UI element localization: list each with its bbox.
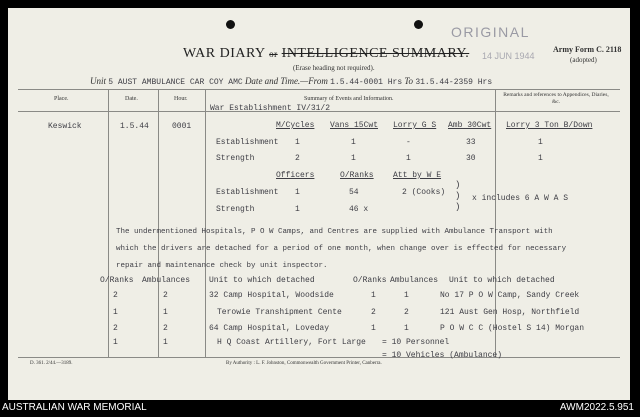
personnel-cell: 54 [349,188,359,197]
stamp-date: 14 JUN 1944 [482,51,535,61]
unit-line [90,76,492,87]
vehicle-header-mcycles: M/Cycles [276,121,315,130]
col-rule-1 [108,89,109,357]
vehicle-cell: 1 [351,154,356,163]
vehicle-cell: - [406,138,411,147]
print-authority: By Authority : L. F. Johnston, Commonwealth Government Printer, Canberra. [226,361,382,366]
detached-cell: 1 [113,338,118,347]
detached-cell: Terowie Transhipment Cente [217,308,342,317]
archive-name: AUSTRALIAN WAR MEMORIAL [2,402,147,413]
detached-cell: 1 [371,324,376,333]
detached-cell: 2 [163,291,168,300]
vehicle-cell: 1 [538,154,543,163]
personnel-bracket: ) ) ) [455,180,461,212]
detached-cell: 121 Aust Gen Hosp, Northfield [440,308,580,317]
entry-hour: 0001 [172,122,192,131]
col-rule-2 [158,89,159,357]
personnel-row-label: Establishment [216,188,279,197]
vehicle-cell: 1 [406,154,411,163]
detached-cell: 1 [113,308,118,317]
to-value: 31.5.44-2359 Hrs [415,78,493,87]
stamp-original: ORIGINAL [451,24,530,40]
detached-cell: 2 [113,324,118,333]
date-time-label: Date and Time.—From [244,76,328,86]
paragraph-line: repair and maintenance check by unit inspector. [116,262,328,270]
vehicle-cell: 33 [466,138,476,147]
vehicle-cell: 1 [538,138,543,147]
unit-label: Unit [90,76,107,86]
title-or: or [269,49,278,59]
detached-cell: 32 Camp Hospital, Woodside [209,291,334,300]
detached-cell: 2 [163,324,168,333]
to-label: To [404,76,414,86]
detached-cell: 1 [371,291,376,300]
archive-accession: AWM2022.5.951 [559,402,634,413]
print-code: D. 361. 2/44.—3189. [30,361,73,366]
vehicle-row-label: Establishment [216,138,279,147]
detached-header-unit-2: Unit to which detached [449,276,555,285]
col-header-hour: Hour. [174,96,188,102]
detached-cell: 1 [163,338,168,347]
title-struck: INTELLIGENCE SUMMARY. [281,46,470,61]
detached-cell: 1 [404,291,409,300]
personnel-header-att: Att by W E [393,171,442,180]
vehicle-cell: 1 [351,138,356,147]
detached-header-oranks-2: O/Ranks [353,276,387,285]
from-value: 1.5.44-0001 Hrs [330,78,403,87]
title-main: WAR DIARY [183,46,266,61]
col-header-remarks: Remarks and references to Appendices, Diaries, &c. [503,92,609,105]
vehicle-row-label: Strength [216,154,255,163]
personnel-cell: 1 [295,205,300,214]
erase-note: (Erase heading not required). [293,64,375,72]
vehicle-header-vans: Vans 15Cwt [330,121,379,130]
vehicle-header-amb: Amb 30Cwt [448,121,492,130]
personnel-header-oranks: O/Ranks [340,171,374,180]
unit-value: 5 AUST AMBULANCE CAR COY AMC [108,78,243,87]
war-establishment: War Establishment IV/31/2 [210,104,331,113]
detached-header-amb-1: Ambulances [142,276,191,285]
vehicle-cell: 30 [466,154,476,163]
entry-date: 1.5.44 [120,122,149,131]
col-header-date: Date. [125,96,138,102]
detached-cell: 1 [404,324,409,333]
detached-cell: P O W C C (Hostel S 14) Morgan [440,324,585,333]
detached-cell: No 17 P O W Camp, Sandy Creek [440,291,580,300]
punch-hole-right [414,20,423,29]
detached-cell: 2 [113,291,118,300]
vehicle-header-lorry-3ton: Lorry 3 Ton B/Down [506,121,593,130]
col-header-summary: Summary of Events and Information. [304,96,394,102]
adopted-label: (adopted) [570,56,597,64]
col-header-place: Place. [54,96,69,102]
detached-cell: = 10 Personnel [382,338,450,347]
detached-header-unit-1: Unit to which detached [209,276,315,285]
vehicle-cell: 1 [295,138,300,147]
detached-cell: 2 [404,308,409,317]
detached-header-oranks-1: O/Ranks [100,276,134,285]
paragraph-line: which the drivers are detached for a period of one month, when change over is effected for necessary [116,245,567,253]
page-title [183,46,469,62]
personnel-header-officers: Officers [276,171,315,180]
detached-header-amb-2: Ambulances [390,276,439,285]
vehicle-cell: 2 [295,154,300,163]
personnel-note: x includes 6 A W A S [472,194,569,203]
vehicle-header-lorry-gs: Lorry G S [393,121,437,130]
personnel-cell: 1 [295,188,300,197]
detached-cell: 1 [163,308,168,317]
detached-cell: H Q Coast Artillery, Fort Large [217,338,366,347]
entry-place: Keswick [48,122,82,131]
detached-cell: 2 [371,308,376,317]
detached-cell: 64 Camp Hospital, Loveday [209,324,330,333]
personnel-cell: 46 x [349,205,369,214]
punch-hole-left [226,20,235,29]
personnel-cell: 2 (Cooks) [402,188,446,197]
diary-sheet [8,8,630,400]
personnel-row-label: Strength [216,205,255,214]
army-form-label: Army Form C. 2118 [553,45,622,54]
total-vehicles: = 10 Vehicles (Ambulance) [382,351,503,360]
table-bottom-rule [18,357,620,358]
col-rule-3 [205,89,206,357]
paragraph-line: The undermentioned Hospitals, P O W Camps, and Centres are supplied with Ambulance Transport with [116,228,553,236]
